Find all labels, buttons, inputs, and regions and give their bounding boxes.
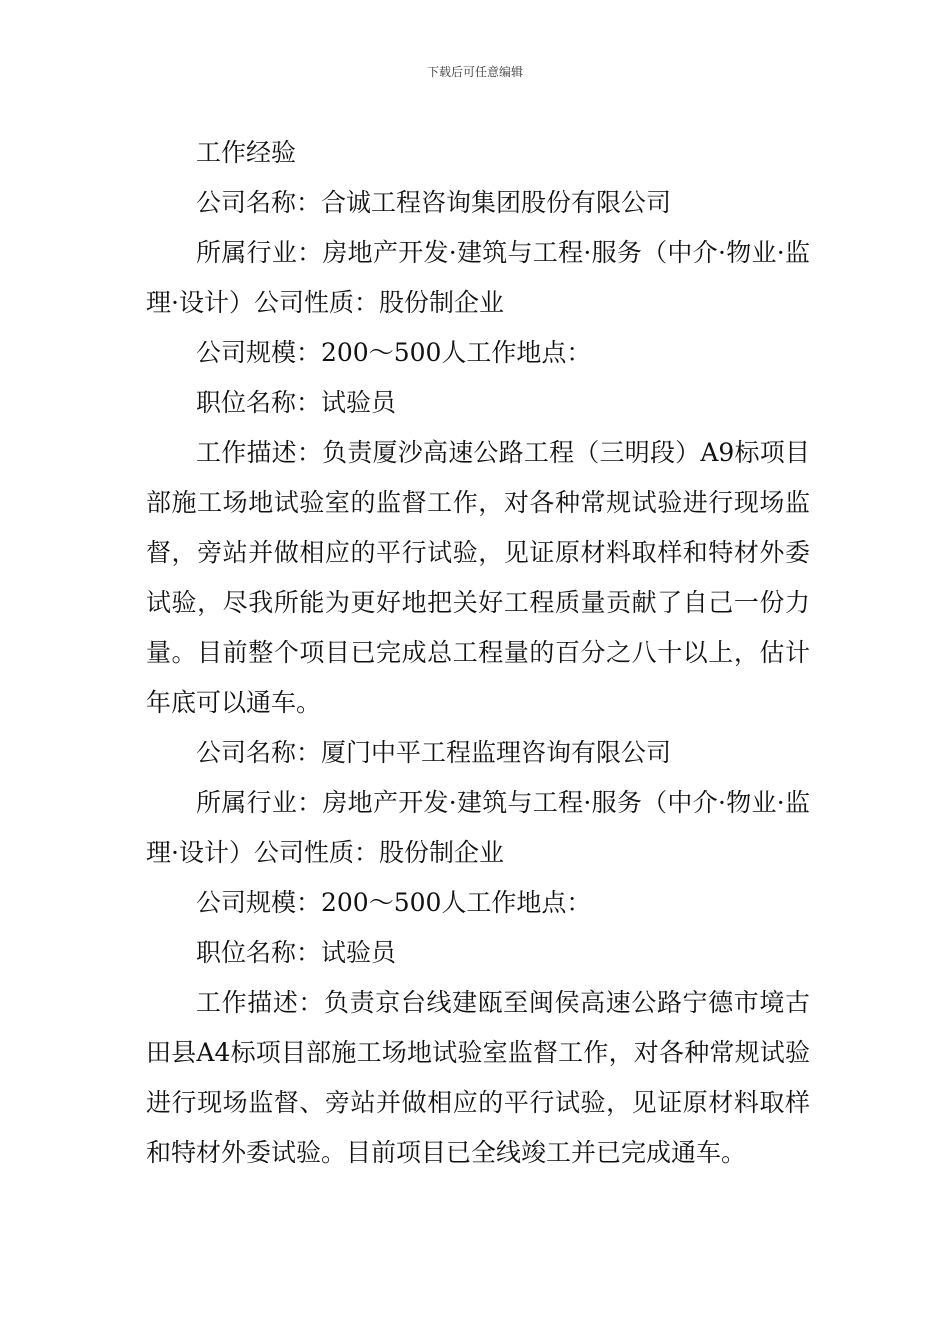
company-name: 公司名称：合诚工程咨询集团股份有限公司: [196, 188, 672, 217]
job-description: 工作描述：负责京台线建瓯至闽侯高速公路宁德市境古田县A4标项目部施工场地试验室监督工作，对各种常规试验进行现场监督、旁站并做相应的平行试验，见证原材料取样和特材外委试验。目前项目已全线竣工并已完成通车。: [146, 988, 810, 1167]
section-title: 工作经验: [196, 138, 297, 167]
page-header: 下载后可任意编辑: [426, 65, 523, 79]
company-scale: 公司规模：200～500人工作地点：: [196, 338, 592, 367]
company-scale: 公司规模：200～500人工作地点：: [196, 888, 592, 917]
position-name: 职位名称：试验员: [196, 938, 397, 967]
position-name: 职位名称：试验员: [196, 388, 397, 417]
document-body: [146, 128, 810, 1178]
job-description: 工作描述：负责厦沙高速公路工程（三明段）A9标项目部施工场地试验室的监督工作，对各种常规试验进行现场监督，旁站并做相应的平行试验，见证原材料取样和特材外委试验，尽我所能为更好地把关好工程质量贡献了自己一份力量。目前整个项目已完成总工程量的百分之八十以上，估计年底可以通车。: [146, 438, 810, 717]
industry-info: 所属行业：房地产开发·建筑与工程·服务（中介·物业·监理·设计）公司性质：股份制企业: [146, 788, 810, 867]
company-name: 公司名称：厦门中平工程监理咨询有限公司: [196, 738, 672, 767]
industry-info: 所属行业：房地产开发·建筑与工程·服务（中介·物业·监理·设计）公司性质：股份制企业: [146, 238, 810, 317]
